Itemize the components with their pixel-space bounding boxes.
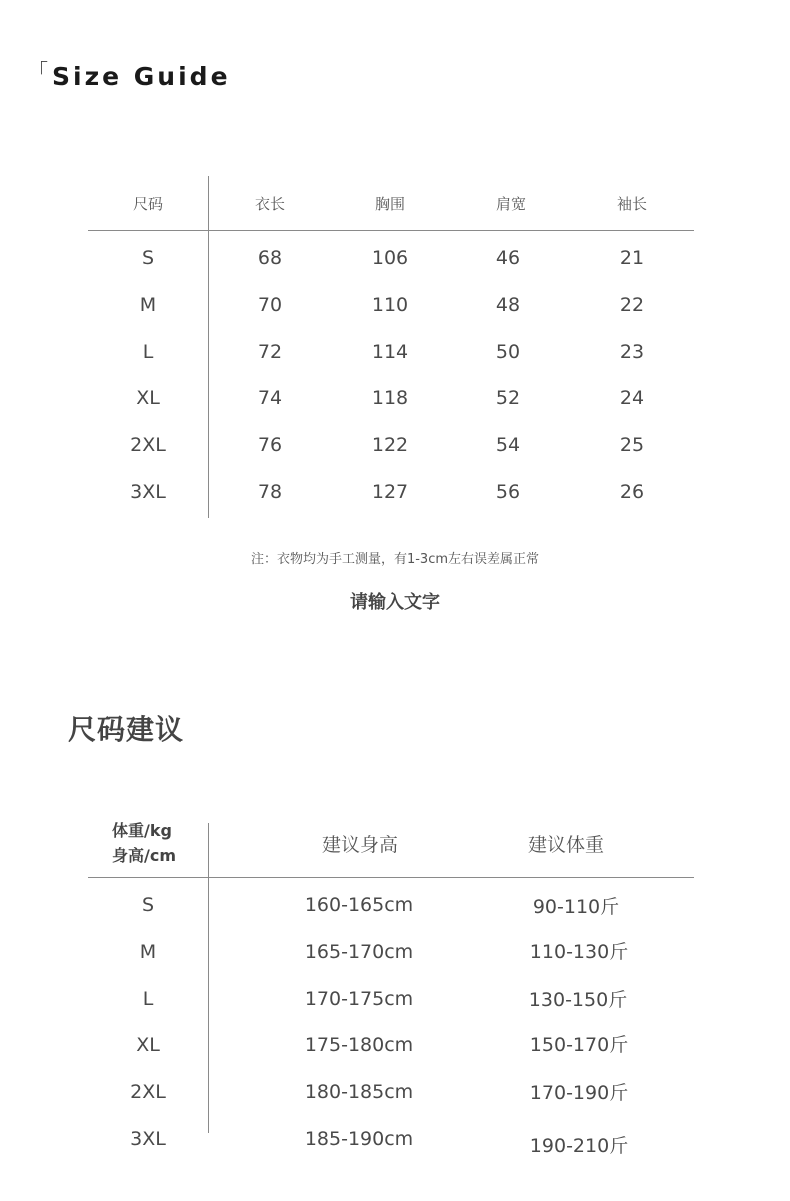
table-cell: 68: [257, 247, 283, 269]
table-cell: 22: [619, 294, 645, 316]
advice-title: 尺码建议: [68, 713, 185, 746]
table-cell: 24: [619, 387, 645, 409]
table-cell: 56: [495, 481, 521, 503]
placeholder-text: 请输入文字: [350, 592, 440, 613]
table-cell: M: [139, 294, 157, 316]
table-cell: 127: [371, 481, 409, 503]
table-cell: 25: [619, 434, 645, 456]
table-cell: 150-170斤: [529, 1034, 629, 1056]
size-table-header-divider: [88, 230, 694, 231]
table-cell: 72: [257, 341, 283, 363]
table-cell: 78: [257, 481, 283, 503]
size-table-header-size: 尺码: [132, 195, 164, 213]
table-cell: 74: [257, 387, 283, 409]
table-cell: 70: [257, 294, 283, 316]
table-cell: 3XL: [130, 481, 166, 503]
advice-table-header-height: 建议身高: [321, 834, 399, 856]
table-cell: 90-110斤: [532, 896, 620, 918]
size-guide-title: [28, 59, 231, 91]
advice-table-corner-header: [112, 818, 176, 868]
table-cell: XL: [136, 387, 160, 409]
table-cell: S: [141, 894, 155, 916]
size-table-header-sleeve: 袖长: [616, 195, 648, 213]
table-cell: 175-180cm: [304, 1034, 414, 1056]
table-cell: 2XL: [130, 434, 166, 456]
table-cell: 110: [371, 294, 409, 316]
table-cell: 2XL: [130, 1081, 166, 1103]
table-cell: 160-165cm: [304, 894, 414, 916]
table-cell: 50: [495, 341, 521, 363]
table-cell: XL: [136, 1034, 160, 1056]
advice-table-vertical-divider: [208, 823, 209, 1133]
table-cell: L: [142, 341, 154, 363]
table-cell: 52: [495, 387, 521, 409]
size-table-header-chest: 胸围: [374, 195, 406, 213]
table-cell: L: [142, 988, 154, 1010]
table-cell: 54: [495, 434, 521, 456]
table-cell: S: [141, 247, 155, 269]
corner-weight-label: 体重/kg: [112, 821, 172, 840]
table-cell: 122: [371, 434, 409, 456]
table-cell: 46: [495, 247, 521, 269]
table-cell: 114: [371, 341, 409, 363]
table-cell: 170-175cm: [304, 988, 414, 1010]
corner-height-label: 身高/cm: [112, 846, 177, 865]
title-text: Size Guide: [52, 62, 231, 91]
table-cell: 106: [371, 247, 409, 269]
table-cell: 190-210斤: [529, 1135, 629, 1157]
table-cell: 23: [619, 341, 645, 363]
table-cell: 3XL: [130, 1128, 166, 1150]
table-cell: 26: [619, 481, 645, 503]
size-table-vertical-divider: [208, 176, 209, 518]
table-cell: 48: [495, 294, 521, 316]
table-cell: 21: [619, 247, 645, 269]
table-cell: 180-185cm: [304, 1081, 414, 1103]
table-cell: 165-170cm: [304, 941, 414, 963]
table-cell: 185-190cm: [304, 1128, 414, 1150]
table-cell: M: [139, 941, 157, 963]
advice-table-header-divider: [88, 877, 694, 878]
advice-table-header-weight: 建议体重: [527, 834, 605, 856]
table-cell: 130-150斤: [528, 989, 628, 1011]
size-table-header-shoulder: 肩宽: [495, 195, 527, 213]
measurement-note: 注：衣物均为手工测量，有1-3cm左右误差属正常: [250, 552, 540, 567]
table-cell: 170-190斤: [529, 1082, 629, 1104]
table-cell: 118: [371, 387, 409, 409]
title-bracket: 「: [28, 59, 51, 83]
size-table-header-length: 衣长: [254, 195, 286, 213]
table-cell: 110-130斤: [529, 941, 629, 963]
table-cell: 76: [257, 434, 283, 456]
